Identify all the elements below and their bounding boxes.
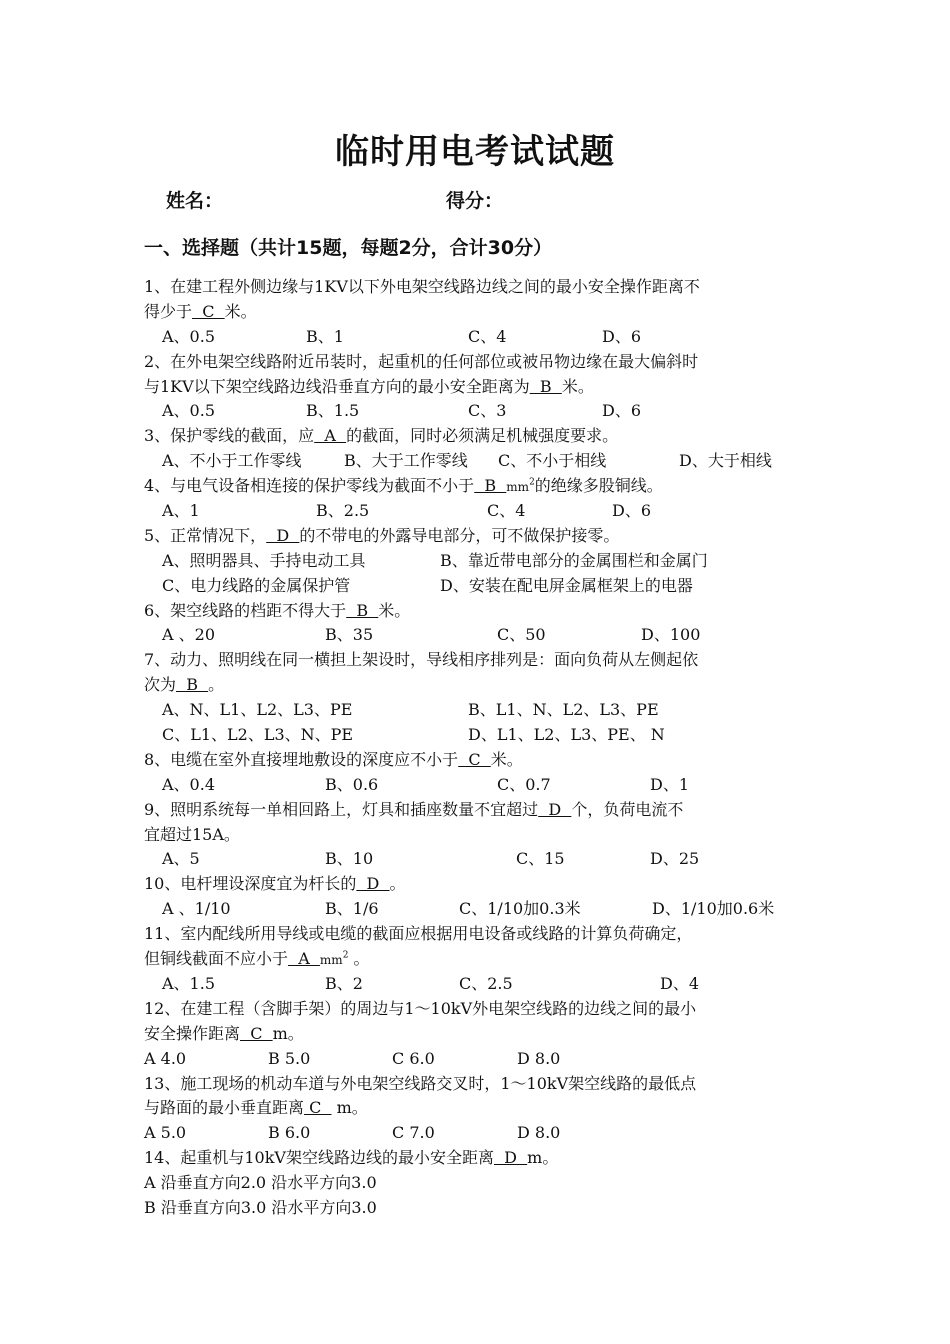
option-a: A、1 <box>162 501 200 521</box>
option-b: B、2.5 <box>316 501 370 521</box>
option-b: B、L1、N、L2、L3、PE <box>468 700 659 720</box>
question-9-line-1: 9、照明系统每一单相回路上，灯具和插座数量不宜超过 D 个，负荷电流不 <box>144 799 684 819</box>
option-b: B 5.0 <box>268 1048 311 1068</box>
question-14-option-a: A 沿垂直方向2.0 沿水平方向3.0 <box>144 1173 377 1193</box>
option-c: C、0.7 <box>497 774 551 794</box>
question-11-options <box>144 972 824 997</box>
option-c: C、15 <box>516 849 565 869</box>
question-3-line-1: 3、保护零线的截面，应 A 的截面，同时必须满足机械强度要求。 <box>144 426 619 446</box>
score-label: 得分： <box>446 190 504 212</box>
page-title: 临时用电考试试题 <box>335 132 615 172</box>
question-8-line-1: 8、电缆在室外直接埋地敷设的深度应不小于 C 米。 <box>144 749 523 769</box>
option-d: D 8.0 <box>517 1048 561 1068</box>
answer-blank: C <box>458 749 491 769</box>
question-4-options <box>144 499 824 524</box>
option-b: B 6.0 <box>268 1123 311 1143</box>
option-d: D、大于相线 <box>679 451 772 471</box>
question-13-options <box>144 1121 824 1146</box>
question-2-line-2: 与1KV以下架空线路边线沿垂直方向的最小安全距离为 B 米。 <box>144 376 594 396</box>
option-b: B、1 <box>306 326 344 346</box>
header-fields <box>166 186 806 216</box>
option-a: A 5.0 <box>144 1123 187 1143</box>
question-list <box>144 275 824 1221</box>
question-10-options <box>144 897 824 922</box>
option-a: A、1.5 <box>162 973 216 993</box>
option-a: A、0.4 <box>162 774 216 794</box>
option-d: D、6 <box>602 401 642 421</box>
option-c: C、L1、L2、L3、N、PE <box>162 725 354 745</box>
option-d: D、6 <box>602 326 642 346</box>
question-14-option-b: B 沿垂直方向3.0 沿水平方向3.0 <box>144 1197 377 1217</box>
question-6-options <box>144 623 824 648</box>
question-12-line-1: 12、在建工程（含脚手架）的周边与1～10kV外电架空线路的边线之间的最小 <box>144 998 697 1018</box>
question-12-line-2: 安全操作距离 C m。 <box>144 1023 304 1043</box>
question-9-line-2: 宜超过15A。 <box>144 824 240 844</box>
question-9-options <box>144 847 824 872</box>
answer-blank: B <box>346 600 379 620</box>
option-d: D、25 <box>650 849 700 869</box>
question-12-options <box>144 1047 824 1072</box>
option-c: C、1/10加0.3米 <box>459 899 581 919</box>
option-d: D、L1、L2、L3、PE、 N <box>468 725 665 745</box>
question-14-line-1: 14、起重机与10kV架空线路边线的最小安全距离 D m。 <box>144 1148 559 1168</box>
answer-blank: B <box>176 675 209 695</box>
option-b: B、大于工作零线 <box>344 451 468 471</box>
option-b: B、1/6 <box>325 899 379 919</box>
option-c: C、电力线路的金属保护管 <box>162 575 351 595</box>
question-6-line-1: 6、架空线路的档距不得大于 B 米。 <box>144 600 411 620</box>
option-b: B、2 <box>325 973 363 993</box>
name-label: 姓名： <box>166 190 224 212</box>
answer-blank: A <box>288 949 320 969</box>
question-7-line-1: 7、动力、照明线在同一横担上架设时，导线相序排列是：面向负荷从左侧起依 <box>144 650 699 670</box>
option-c: C、4 <box>468 326 507 346</box>
question-2-options <box>144 399 824 424</box>
question-1-line-2: 得少于 C 米。 <box>144 301 257 321</box>
question-2-line-1: 2、在外电架空线路附近吊装时，起重机的任何部位或被吊物边缘在最大偏斜时 <box>144 351 699 371</box>
question-3-options <box>144 449 824 474</box>
question-13-line-2: 与路面的最小垂直距离 C m。 <box>144 1098 368 1118</box>
question-1-options <box>144 325 824 350</box>
option-c: C 7.0 <box>392 1123 435 1143</box>
answer-blank: C <box>304 1098 332 1118</box>
option-d: D、4 <box>660 973 700 993</box>
option-a: A、N、L1、L2、L3、PE <box>162 700 353 720</box>
question-5-options-row-2 <box>144 574 824 599</box>
question-10-line-1: 10、电杆埋设深度宜为杆长的 D 。 <box>144 874 406 894</box>
option-d: D、安装在配电屏金属框架上的电器 <box>440 575 693 595</box>
option-b: B、0.6 <box>325 774 379 794</box>
question-7-options-row-1 <box>144 698 824 723</box>
question-4-line-1: 4、与电气设备相连接的保护零线为截面不小于 B $mm^2$的绝缘多股铜线。 <box>144 476 663 496</box>
option-c: C、4 <box>487 501 526 521</box>
option-a: A、5 <box>162 849 200 869</box>
option-d: D、100 <box>641 625 701 645</box>
answer-blank: D <box>493 1148 528 1168</box>
question-11-line-2: 但铜线截面不应小于 A $mm^2$ 。 <box>144 949 370 969</box>
option-b: B、靠近带电部分的金属围栏和金属门 <box>440 550 708 570</box>
option-a: A 、20 <box>162 625 216 645</box>
option-c: C、2.5 <box>459 973 513 993</box>
question-1-line-1: 1、在建工程外侧边缘与1KV以下外电架空线路边线之间的最小安全操作距离不 <box>144 277 700 296</box>
answer-blank: D <box>266 525 300 545</box>
option-c: C、50 <box>497 625 546 645</box>
option-d: D、1/10加0.6米 <box>652 899 775 919</box>
question-7-line-2: 次为 B 。 <box>144 675 225 695</box>
option-a: A、0.5 <box>162 326 216 346</box>
question-5-line-1: 5、正常情况下， D 的不带电的外露导电部分，可不做保护接零。 <box>144 525 620 545</box>
option-c: C、不小于相线 <box>498 451 607 471</box>
question-8-options <box>144 773 824 798</box>
option-d: D 8.0 <box>517 1123 561 1143</box>
option-a: A 、1/10 <box>162 899 231 919</box>
option-d: D、1 <box>650 774 690 794</box>
question-7-options-row-2 <box>144 723 824 748</box>
option-a: A、照明器具、手持电动工具 <box>162 550 366 570</box>
option-c: C 6.0 <box>392 1048 435 1068</box>
option-a: A 4.0 <box>144 1048 187 1068</box>
option-b: B、35 <box>325 625 374 645</box>
section-heading: 一、选择题（共计15题，每题2分，合计30分） <box>144 237 553 259</box>
answer-blank: D <box>538 799 572 819</box>
option-b: B、10 <box>325 849 374 869</box>
answer-blank: B <box>474 476 507 496</box>
question-5-options-row-1 <box>144 549 824 574</box>
option-c: C、3 <box>468 401 507 421</box>
option-a: A、0.5 <box>162 401 216 421</box>
answer-blank: D <box>356 874 390 894</box>
question-11-line-1: 11、室内配线所用导线或电缆的截面应根据用电设备或线路的计算负荷确定， <box>144 924 693 944</box>
option-b: B、1.5 <box>306 401 360 421</box>
answer-blank: B <box>529 376 562 396</box>
option-a: A、不小于工作零线 <box>162 451 302 471</box>
question-13-line-1: 13、施工现场的机动车道与外电架空线路交叉时，1～10kV架空线路的最低点 <box>144 1073 697 1093</box>
answer-blank: A <box>314 426 347 446</box>
answer-blank: C <box>192 301 225 321</box>
answer-blank: C <box>240 1023 273 1043</box>
option-d: D、6 <box>612 501 652 521</box>
